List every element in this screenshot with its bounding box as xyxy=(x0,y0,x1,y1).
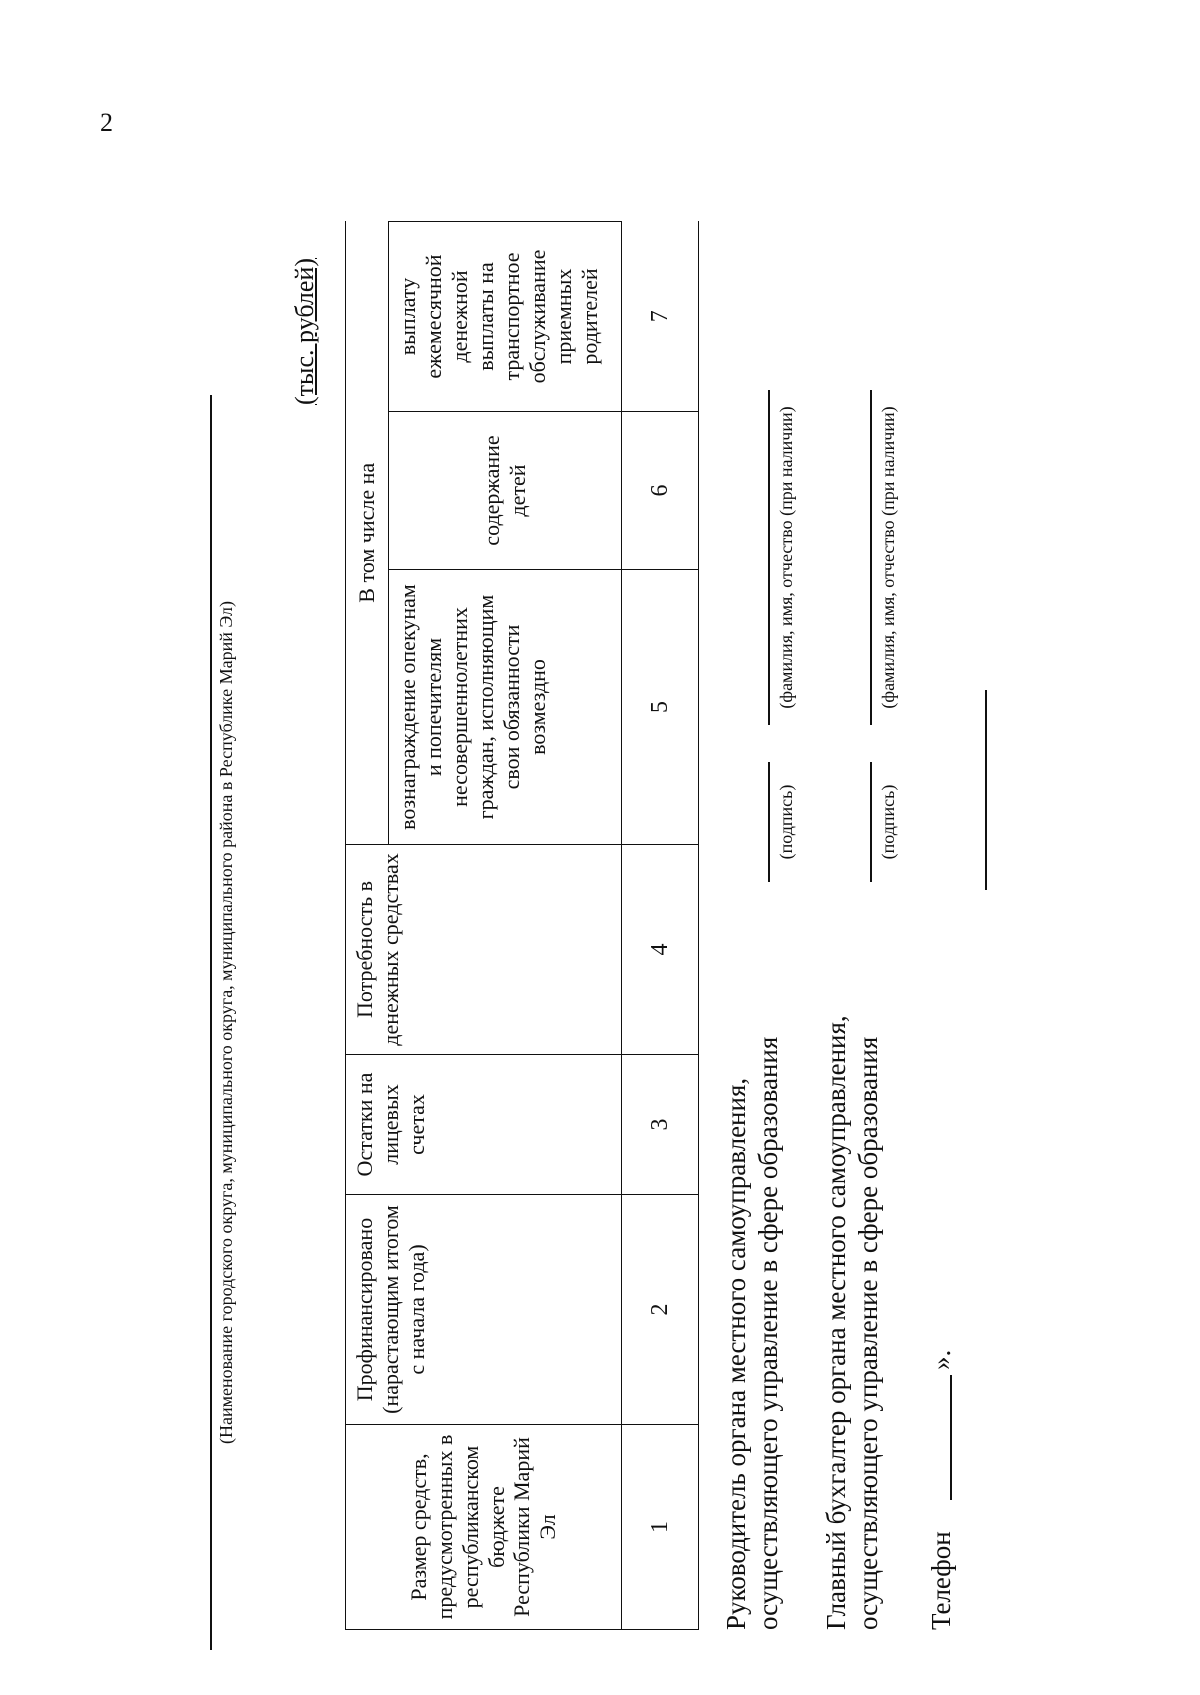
col-number-7: 7 xyxy=(622,222,699,412)
col2-header: Профинансировано (нарастающим итогом с начала года) xyxy=(346,1195,622,1425)
col-number-4: 4 xyxy=(622,845,699,1055)
head-name-line xyxy=(768,390,770,725)
org-name-line xyxy=(210,395,212,1650)
funding-table xyxy=(345,221,699,1630)
page-number: 2 xyxy=(100,108,113,137)
phone-end: ». xyxy=(926,1349,956,1370)
col-number-5: 5 xyxy=(622,570,699,845)
accountant-name-line xyxy=(870,390,872,725)
col-number-1: 1 xyxy=(622,1425,699,1630)
head-title-line2: осуществляющего управление в сфере образования xyxy=(753,1036,784,1630)
accountant-title xyxy=(820,870,885,1630)
column-number-row xyxy=(622,222,699,1630)
group-header: В том числе на xyxy=(346,222,389,845)
head-title xyxy=(720,870,785,1630)
head-signature-caption: (подпись) xyxy=(776,784,796,860)
head-name-caption: (фамилия, имя, отчество (при наличии) xyxy=(776,406,796,709)
col4-header: Потребность в денежных средствах xyxy=(346,845,622,1055)
phone-label: Телефон xyxy=(926,1531,956,1630)
accountant-signature-caption: (подпись) xyxy=(878,784,898,860)
col-number-2: 2 xyxy=(622,1195,699,1425)
col3-header: Остатки на лицевых счетах xyxy=(346,1055,622,1195)
col6-header: содержание детей xyxy=(389,412,622,570)
accountant-signature-line xyxy=(870,762,872,882)
approval-line xyxy=(985,690,987,890)
col-number-3: 3 xyxy=(622,1055,699,1195)
accountant-name-caption: (фамилия, имя, отчество (при наличии) xyxy=(878,406,898,709)
col1-header: Размер средств, предусмотренных в республиканском бюджете Республики Марий Эл xyxy=(346,1425,622,1630)
org-name-caption: (Наименование городского округа, муниципального округа, муниципального района в Республике Марий Эл) xyxy=(216,601,236,1444)
units-label: (тыс. рублей) xyxy=(290,257,319,405)
col-number-6: 6 xyxy=(622,412,699,570)
phone-line xyxy=(950,1375,952,1500)
rotated-form xyxy=(0,120,1200,1660)
table-header-row xyxy=(346,222,389,1630)
head-signature-line xyxy=(768,762,770,882)
accountant-title-line1: Главный бухгалтер органа местного самоуправления, xyxy=(821,1015,851,1630)
col7-header: выплату ежемесячной денежной выплаты на транспортное обслуживание приемных родителей xyxy=(389,222,622,412)
col5-header: вознаграждение опекунам и попечителям несовершеннолетних граждан, исполняющим свои обязанности возмездно xyxy=(389,570,622,845)
accountant-title-line2: осуществляющего управление в сфере образования xyxy=(853,1036,884,1630)
head-title-line1: Руководитель органа местного самоуправления, xyxy=(721,1077,751,1630)
